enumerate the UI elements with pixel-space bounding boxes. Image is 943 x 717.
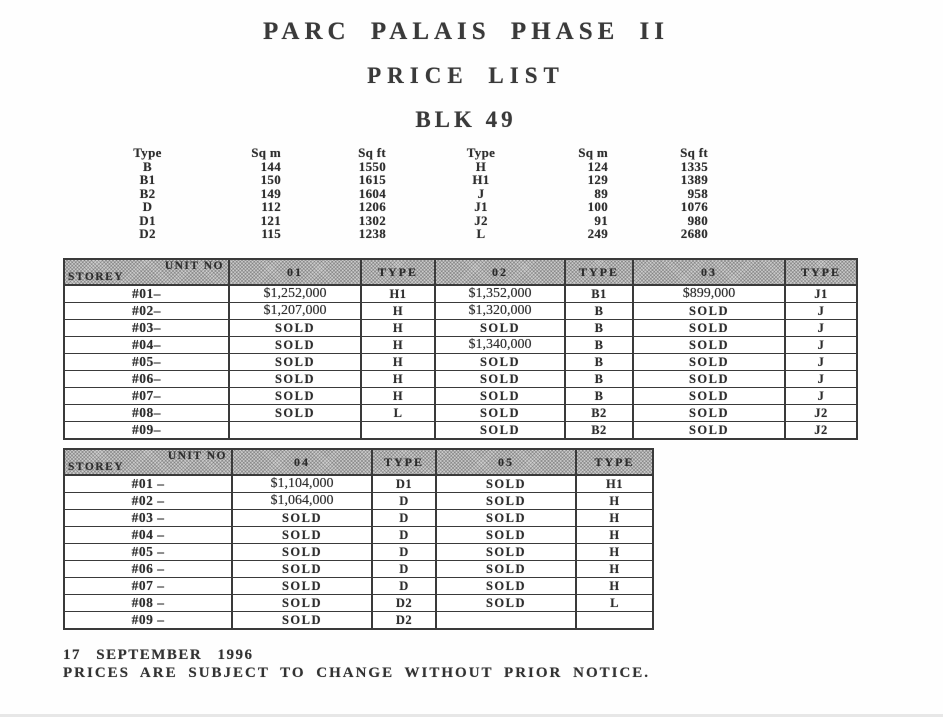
sqm-value: 249 xyxy=(587,227,608,241)
type-cell: B1 xyxy=(565,285,633,303)
table-row xyxy=(64,475,653,493)
sold-cell: SOLD xyxy=(229,354,361,371)
header-row xyxy=(64,259,857,285)
sold-cell: SOLD xyxy=(436,561,576,578)
unit-type-row xyxy=(445,214,712,228)
table-row xyxy=(64,493,653,510)
unit-type-row xyxy=(110,173,390,187)
unit-type-cell: J2 xyxy=(474,213,488,227)
sold-cell: SOLD xyxy=(435,320,565,337)
sqm-value: 89 xyxy=(594,186,608,200)
table-row xyxy=(64,320,857,337)
price-cell: $1,104,000 xyxy=(232,475,372,493)
column-header: 01 xyxy=(229,259,361,285)
type-col-header: Type xyxy=(133,146,162,160)
storey-label: STOREY xyxy=(68,461,125,473)
sold-cell: SOLD xyxy=(232,578,372,595)
sqft-value: 1302 xyxy=(358,213,386,227)
storey-cell: #06 – xyxy=(64,561,232,578)
column-header: TYPE xyxy=(372,449,436,475)
column-header: 02 xyxy=(435,259,565,285)
sold-cell: SOLD xyxy=(633,388,785,405)
type-cell: H1 xyxy=(576,475,653,493)
sqm-value: 124 xyxy=(587,159,608,173)
type-cell: D xyxy=(372,561,436,578)
sold-cell: SOLD xyxy=(633,320,785,337)
sqm-value: 115 xyxy=(261,227,281,241)
type-cell: D xyxy=(372,578,436,595)
sold-cell: SOLD xyxy=(232,561,372,578)
table-row xyxy=(64,405,857,422)
storey-cell: #06– xyxy=(64,371,229,388)
sold-cell: SOLD xyxy=(229,320,361,337)
unit-types-header-row xyxy=(110,146,390,160)
sqft-value: 1550 xyxy=(358,159,386,173)
unit-type-cell: B1 xyxy=(139,173,156,187)
empty-cell xyxy=(436,612,576,630)
empty-cell xyxy=(361,422,435,440)
type-cell: H xyxy=(576,510,653,527)
type-cell: H xyxy=(361,320,435,337)
sqm-value: 149 xyxy=(260,186,281,200)
price-cell: $1,064,000 xyxy=(232,493,372,510)
table-row xyxy=(64,510,653,527)
price-cell: $1,352,000 xyxy=(435,285,565,303)
type-cell: D xyxy=(372,510,436,527)
sqm-value: 150 xyxy=(260,173,281,187)
sqm-col-header: Sq m xyxy=(251,146,281,160)
sqft-col-header: Sq ft xyxy=(680,146,708,160)
sqm-value: 129 xyxy=(587,173,608,187)
type-cell: H1 xyxy=(361,285,435,303)
corner-cell xyxy=(64,259,229,285)
storey-cell: #09– xyxy=(64,422,229,440)
sqft-value: 1389 xyxy=(680,173,708,187)
unit-types-header-row xyxy=(445,146,712,160)
sqft-value: 958 xyxy=(687,186,708,200)
storey-cell: #07 – xyxy=(64,578,232,595)
empty-cell xyxy=(576,612,653,630)
sold-cell: SOLD xyxy=(232,510,372,527)
type-cell: J xyxy=(785,354,857,371)
unit-type-row xyxy=(110,214,390,228)
storey-cell: #09 – xyxy=(64,612,232,630)
type-cell: J xyxy=(785,337,857,354)
unit-type-row xyxy=(110,227,390,241)
type-cell: B xyxy=(565,388,633,405)
table-row xyxy=(64,578,653,595)
sqm-value: 144 xyxy=(260,159,281,173)
sold-cell: SOLD xyxy=(436,544,576,561)
type-cell: H xyxy=(361,388,435,405)
sold-cell: SOLD xyxy=(436,510,576,527)
type-cell: B2 xyxy=(565,422,633,440)
sold-cell: SOLD xyxy=(633,337,785,354)
type-cell: J2 xyxy=(785,422,857,440)
unit-type-row xyxy=(445,173,712,187)
type-cell: L xyxy=(361,405,435,422)
corner-cell xyxy=(64,449,232,475)
sqm-value: 121 xyxy=(260,213,281,227)
price-cell: $1,340,000 xyxy=(435,337,565,354)
sold-cell: SOLD xyxy=(435,405,565,422)
sold-cell: SOLD xyxy=(633,405,785,422)
empty-cell xyxy=(229,422,361,440)
sqft-value: 2680 xyxy=(680,227,708,241)
type-cell: L xyxy=(576,595,653,612)
unit-type-cell: D xyxy=(142,200,153,214)
sold-cell: SOLD xyxy=(633,303,785,320)
type-col-header: Type xyxy=(466,146,496,160)
table-row xyxy=(64,595,653,612)
sqft-value: 980 xyxy=(687,213,708,227)
unit-type-cell: J1 xyxy=(474,200,488,214)
sold-cell: SOLD xyxy=(435,388,565,405)
sold-cell: SOLD xyxy=(232,527,372,544)
table-row xyxy=(64,422,857,440)
type-cell: B xyxy=(565,320,633,337)
unit-type-cell: J xyxy=(477,186,485,200)
sqft-value: 1335 xyxy=(680,159,708,173)
sold-cell: SOLD xyxy=(436,493,576,510)
type-cell: B xyxy=(565,303,633,320)
storey-cell: #05– xyxy=(64,354,229,371)
storey-cell: #04 – xyxy=(64,527,232,544)
type-cell: H xyxy=(361,371,435,388)
sold-cell: SOLD xyxy=(232,612,372,630)
unit-type-row xyxy=(110,187,390,201)
sold-cell: SOLD xyxy=(633,422,785,440)
type-cell: J1 xyxy=(785,285,857,303)
sqm-value: 112 xyxy=(261,200,281,214)
header-row xyxy=(64,449,653,475)
storey-cell: #05 – xyxy=(64,544,232,561)
table-row xyxy=(64,337,857,354)
type-cell: D2 xyxy=(372,612,436,630)
price-table-units-01-03 xyxy=(63,258,858,440)
sqm-value: 91 xyxy=(594,213,608,227)
unit-type-row xyxy=(445,160,712,174)
unit-type-cell: L xyxy=(476,227,486,241)
sold-cell: SOLD xyxy=(436,527,576,544)
price-cell: $1,207,000 xyxy=(229,303,361,320)
unit-no-label: UNIT NO xyxy=(167,450,227,462)
type-cell: H xyxy=(361,354,435,371)
type-cell: D1 xyxy=(372,475,436,493)
storey-cell: #02– xyxy=(64,303,229,320)
column-header: 03 xyxy=(633,259,785,285)
sold-cell: SOLD xyxy=(633,371,785,388)
column-header: TYPE xyxy=(361,259,435,285)
type-cell: D xyxy=(372,527,436,544)
footer-date: 17 SEPTEMBER 1996 xyxy=(63,647,254,663)
table-row xyxy=(64,561,653,578)
storey-cell: #02 – xyxy=(64,493,232,510)
type-cell: D xyxy=(372,544,436,561)
sold-cell: SOLD xyxy=(229,371,361,388)
sold-cell: SOLD xyxy=(232,595,372,612)
sqft-value: 1615 xyxy=(358,173,386,187)
unit-type-cell: H1 xyxy=(472,173,490,187)
type-cell: J xyxy=(785,320,857,337)
table-row xyxy=(64,354,857,371)
sqft-value: 1206 xyxy=(358,200,386,214)
type-cell: B2 xyxy=(565,405,633,422)
column-header: TYPE xyxy=(785,259,857,285)
table-row xyxy=(64,303,857,320)
sold-cell: SOLD xyxy=(436,578,576,595)
table-row xyxy=(64,285,857,303)
unit-no-label: UNIT NO xyxy=(164,260,224,272)
type-cell: D xyxy=(372,493,436,510)
storey-cell: #08 – xyxy=(64,595,232,612)
sold-cell: SOLD xyxy=(229,337,361,354)
unit-type-row xyxy=(445,227,712,241)
type-cell: H xyxy=(576,544,653,561)
footer xyxy=(63,646,650,682)
sqft-value: 1238 xyxy=(358,227,386,241)
unit-type-row xyxy=(445,187,712,201)
sold-cell: SOLD xyxy=(435,354,565,371)
column-header: TYPE xyxy=(565,259,633,285)
sold-cell: SOLD xyxy=(232,544,372,561)
type-cell: H xyxy=(576,561,653,578)
sold-cell: SOLD xyxy=(435,371,565,388)
type-cell: J xyxy=(785,388,857,405)
column-header: TYPE xyxy=(576,449,653,475)
price-cell: $899,000 xyxy=(633,285,785,303)
price-cell: $1,252,000 xyxy=(229,285,361,303)
storey-cell: #01– xyxy=(64,285,229,303)
type-cell: J xyxy=(785,371,857,388)
column-header: 04 xyxy=(232,449,372,475)
sold-cell: SOLD xyxy=(436,595,576,612)
sold-cell: SOLD xyxy=(633,354,785,371)
sold-cell: SOLD xyxy=(229,388,361,405)
storey-cell: #03 – xyxy=(64,510,232,527)
type-cell: H xyxy=(361,337,435,354)
unit-types-table-right xyxy=(445,146,712,241)
unit-type-row xyxy=(110,200,390,214)
unit-type-cell: B2 xyxy=(139,186,156,200)
footer-notice: PRICES ARE SUBJECT TO CHANGE WITHOUT PRIOR NOTICE. xyxy=(63,665,651,681)
type-cell: J2 xyxy=(785,405,857,422)
storey-cell: #03– xyxy=(64,320,229,337)
page-title: PARC PALAIS PHASE II xyxy=(263,18,669,45)
sqft-value: 1076 xyxy=(680,200,708,214)
unit-type-cell: D1 xyxy=(139,213,156,227)
sold-cell: SOLD xyxy=(435,422,565,440)
page-subtitle: PRICE LIST xyxy=(367,63,565,88)
sold-cell: SOLD xyxy=(229,405,361,422)
storey-cell: #01 – xyxy=(64,475,232,493)
sqm-value: 100 xyxy=(587,200,608,214)
type-cell: B xyxy=(565,354,633,371)
sqft-value: 1604 xyxy=(358,186,386,200)
type-cell: B xyxy=(565,371,633,388)
table-row xyxy=(64,612,653,630)
table-row xyxy=(64,371,857,388)
block-title: BLK 49 xyxy=(415,107,517,132)
sold-cell: SOLD xyxy=(436,475,576,493)
sqm-col-header: Sq m xyxy=(578,146,608,160)
type-cell: H xyxy=(576,578,653,595)
column-header: 05 xyxy=(436,449,576,475)
unit-types-table-left xyxy=(110,146,390,241)
unit-type-row xyxy=(445,200,712,214)
type-cell: B xyxy=(565,337,633,354)
storey-cell: #08– xyxy=(64,405,229,422)
storey-label: STOREY xyxy=(68,271,125,283)
type-cell: J xyxy=(785,303,857,320)
table-row xyxy=(64,544,653,561)
table-row xyxy=(64,527,653,544)
price-cell: $1,320,000 xyxy=(435,303,565,320)
unit-type-cell: D2 xyxy=(139,227,156,241)
storey-cell: #04– xyxy=(64,337,229,354)
unit-type-cell: B xyxy=(143,159,152,173)
sqft-col-header: Sq ft xyxy=(358,146,386,160)
type-cell: D2 xyxy=(372,595,436,612)
type-cell: H xyxy=(576,493,653,510)
unit-type-cell: H xyxy=(475,159,487,173)
table-row xyxy=(64,388,857,405)
unit-type-row xyxy=(110,160,390,174)
storey-cell: #07– xyxy=(64,388,229,405)
type-cell: H xyxy=(576,527,653,544)
price-table-units-04-05 xyxy=(63,448,654,630)
type-cell: H xyxy=(361,303,435,320)
